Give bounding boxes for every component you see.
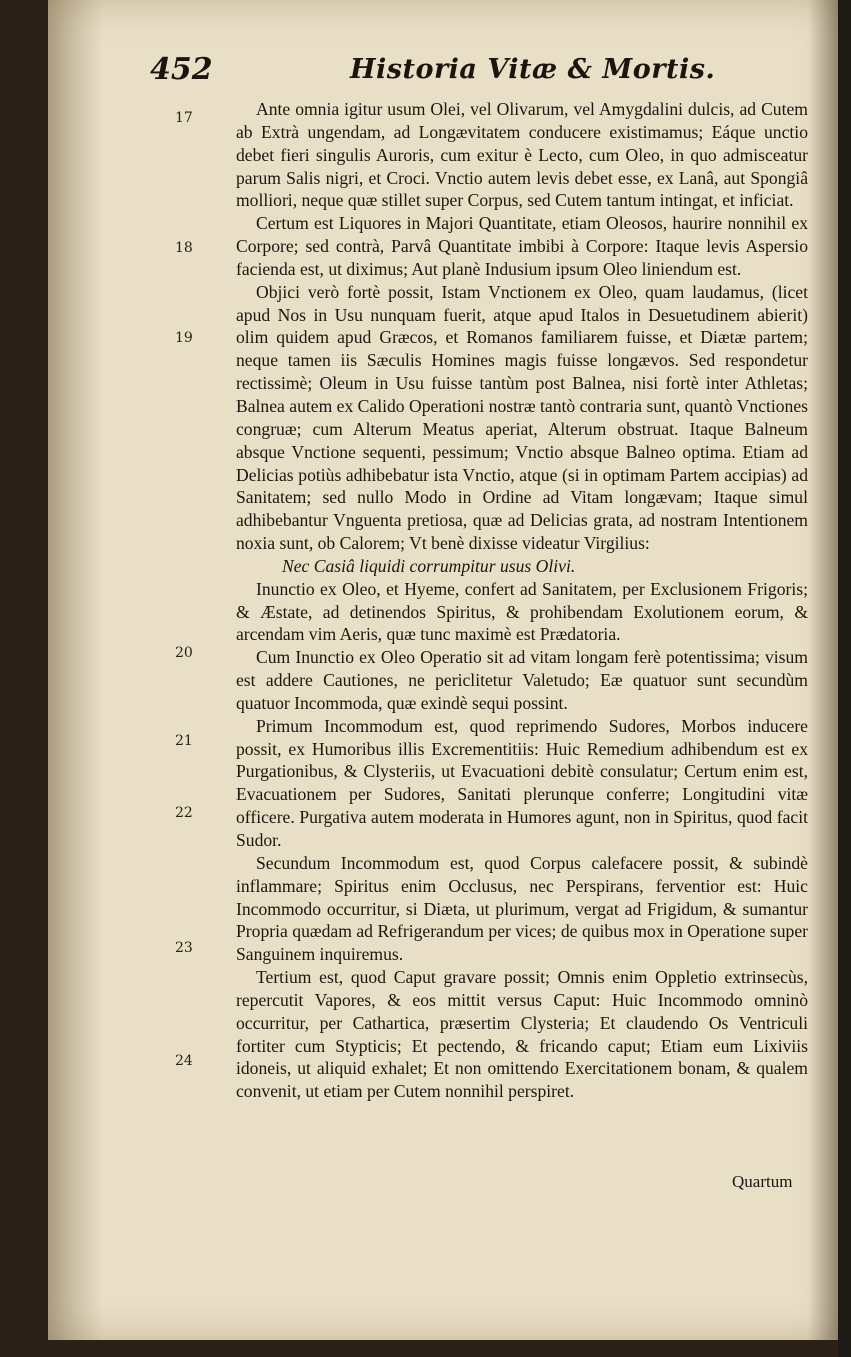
paragraph: Tertium est, quod Caput gravare possit; Omnis enim Oppletio extrinsecùs, repercutit Vapores, & eos mittit versus Caput: Huic Incommodo omninò occurritur, per Cathartica, præsertim Clysteria; Et claudendo Os Ventriculi fortiter cum Stypticis; Et pectendo, & fricando caput; Etiam eum Lixiviis idoneis, ut aliquid exhalet; Et non omittendo Exercitationem bonam, & qualem convenit, ut etiam per Cutem nonnihil perspiret. xyxy=(236,967,808,1102)
running-title: Historia Vitæ & Mortis. xyxy=(350,54,716,85)
paragraph: Objici verò fortè possit, Istam Vnctionem ex Oleo, quam laudamus, (licet apud Nos in Usu nunquam fuerit, atque apud Italos in Desuetudinem abierit) olim quidem apud Græcos, et Romanos familiarem fuisse, et Diætæ partem; neque tamen iis Sæculis Homines magis fuisse longævos. Sed respondetur rectissimè; Oleum in Usu fuisse tantùm post Balnea, nisi fortè inter Athletas; Balnea autem ex Calido Operationi nostræ tantò contraria sunt, quantò Vnctiones congruæ; cum Alterum Meatus aperiat, Alterum obstruat. Itaque Balneum absque Vnctione sequenti, pessimum; Vnctio absque Balneo optima. Etiam ad Delicias potiùs adhibebatur ista Vnctio, atque (si in optimam Partem accipias) ad Sanitatem; sed nullo Modo in Ordine ad Vitam longævam; Itaque simul adhibebantur Vnguenta pretiosa, quæ ad Delicias grata, ad nostram Intentionem noxia sunt, ob Calorem; Vt benè dixisse videatur Virgilius: xyxy=(236,281,808,554)
margin-number: 17 xyxy=(175,110,193,126)
verse-quotation: Nec Casiâ liquidi corrumpitur usus Olivi. xyxy=(282,555,576,576)
margin-number: 23 xyxy=(175,940,193,956)
margin-number: 22 xyxy=(175,805,193,821)
page-edge-shadow xyxy=(808,0,838,1340)
margin-number: 18 xyxy=(175,240,193,256)
paragraph: Inunctio ex Oleo, et Hyeme, confert ad Sanitatem, per Exclusionem Frigoris; & Æstate, ad detinendos Spiritus, & prohibendam Exolutionem eorum, & arcendam vim Aeris, quæ tunc maximè est Prædatoria. xyxy=(236,578,808,645)
paragraph: Certum est Liquores in Majori Quantitate, etiam Oleosos, haurire nonnihil ex Corpore; sed contrà, Parvâ Quantitate imbibi à Corpore: Itaque levis Aspersio facienda est, ut diximus; Aut planè Indusium ipsum Oleo liniendum est. xyxy=(236,213,808,279)
margin-number: 20 xyxy=(175,645,193,661)
scan-border xyxy=(838,0,851,1357)
paragraph: Secundum Incommodum est, quod Corpus calefacere possit, & subindè inflammare; Spiritus enim Occlusus, nec Perspirans, ferventior est: Huic Incommodo occurritur, si Diæta, ut plurimum, vergat ad Frigidum, & sumantur Propria quædam ad Refrigerandum per vices; de quibus mox in Operatione super Sanguinem inquiremus. xyxy=(236,852,808,965)
margin-number: 19 xyxy=(175,330,193,346)
page-number: 452 xyxy=(150,52,213,87)
paragraph: Ante omnia igitur usum Olei, vel Olivarum, vel Amygdalini dulcis, ad Cutem ab Extrà ungendam, ad Longævitatem conducere existimamus; Eáque unctio debet fieri singulis Auroris, cum exitur è Lecto, cum Oleo, in quo admisceatur parum Salis nigri, et Croci. Vnctio autem levis debet esse, ex Lanâ, aut Spongiâ molliori, neque quæ stillet super Corpus, sed Cutem tantum intingat, et inficiat. xyxy=(236,99,808,211)
margin-number: 24 xyxy=(175,1053,193,1069)
catchword: Quartum xyxy=(732,1172,793,1191)
margin-number: 21 xyxy=(175,733,193,749)
paragraph: Cum Inunctio ex Oleo Operatio sit ad vitam longam ferè potentissima; visum est addere Cautiones, ne periclitetur Valetudo; Eæ quatuor sunt secundùm quatuor Incommoda, quæ exindè sequi possint. xyxy=(236,647,808,713)
paragraph: Primum Incommodum est, quod reprimendo Sudores, Morbos inducere possit, ex Humoribus illis Excrementitiis: Huic Remedium adhibendum est ex Purgationibus, & Clysteriis, ut Evacuationi debitè consulatur; Certum enim est, Evacuationem per Sudores, Sanitati plerunque conferre; Longitudini vitæ officere. Purgativa autem moderata in Humores agunt, non in Spiritus, quod facit Sudor. xyxy=(236,715,808,850)
body-text xyxy=(236,98,808,1103)
